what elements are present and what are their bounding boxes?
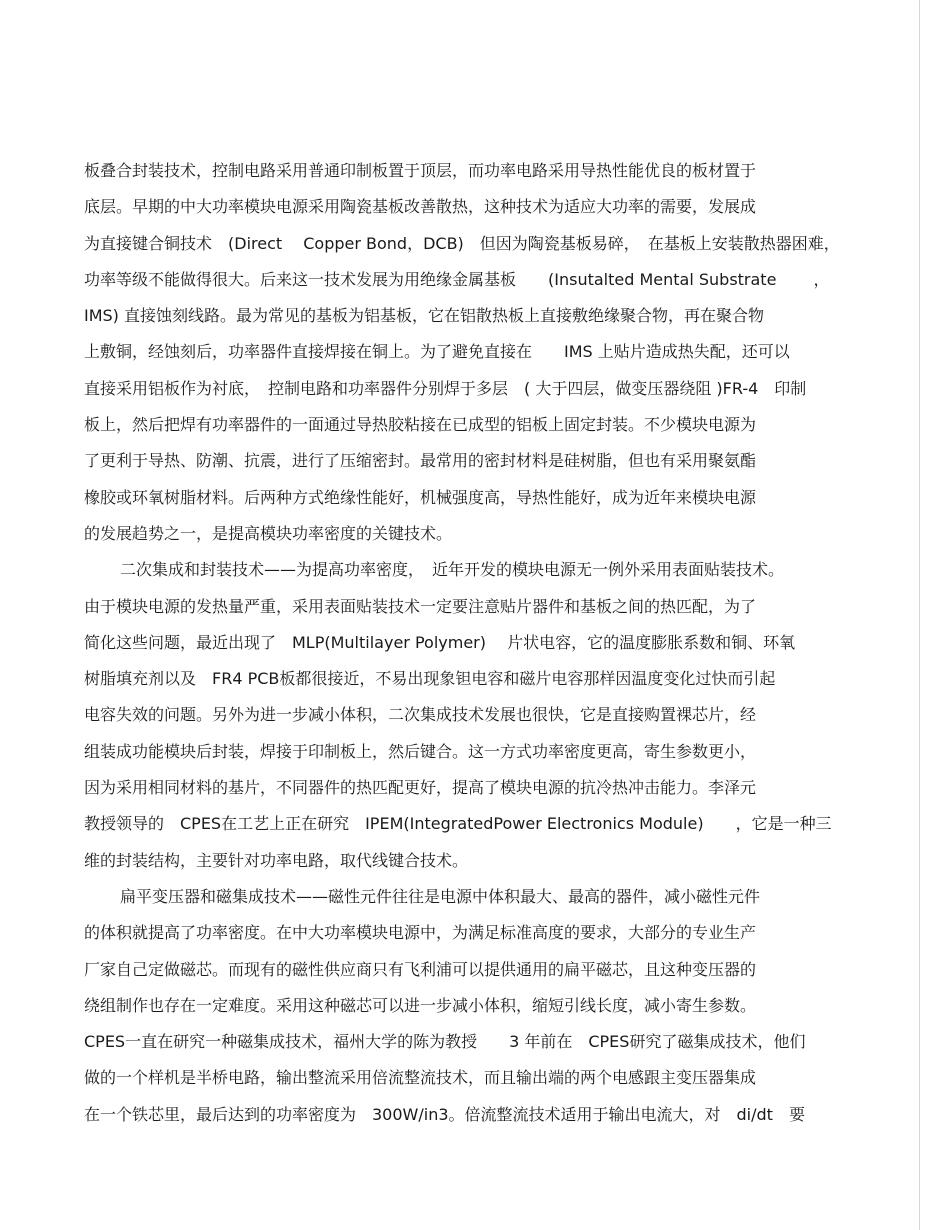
text-line: 了更利于导热、防潮、抗震，进行了压缩密封。最常用的密封材料是硅树脂，但也有采用聚氨酯 xyxy=(84,451,757,471)
text-line: 为直接键合铜技术 (Direct Copper Bond，DCB) 但因为陶瓷基板易碎， 在基板上安装散热器困难， xyxy=(84,233,840,253)
text-line: 做的一个样机是半桥电路，输出整流采用倍流整流技术，而且输出端的两个电感跟主变压器集成 xyxy=(84,1068,757,1088)
text-line: 维的封装结构，主要针对功率电路，取代线键合技术。 xyxy=(84,850,469,870)
text-line: 在一个铁芯里，最后达到的功率密度为 300W/in3。倍流整流技术适用于输出电流大，对 di/dt 要 xyxy=(84,1104,805,1124)
text-line: 二次集成和封装技术——为提高功率密度， 近年开发的模块电源无一例外采用表面贴装技术。 xyxy=(120,560,785,580)
text-line: 的体积就提高了功率密度。在中大功率模块电源中，为满足标准高度的要求，大部分的专业生产 xyxy=(84,923,757,943)
body-text xyxy=(84,159,874,1139)
text-line: 的发展趋势之一，是提高模块功率密度的关键技术。 xyxy=(84,523,453,543)
text-line: IMS) 直接蚀刻线路。最为常见的基板为铝基板，它在铝散热板上直接敷绝缘聚合物，再在聚合物 xyxy=(84,306,765,326)
text-line: 因为采用相同材料的基片，不同器件的热匹配更好，提高了模块电源的抗冷热冲击能力。李泽元 xyxy=(84,778,757,798)
text-line: 厂家自己定做磁芯。而现有的磁性供应商只有飞利浦可以提供通用的扁平磁芯，且这种变压器的 xyxy=(84,959,757,979)
text-line: 绕组制作也存在一定难度。采用这种磁芯可以进一步减小体积，缩短引线长度，减小寄生参数。 xyxy=(84,995,757,1015)
text-line: 板叠合封装技术，控制电路采用普通印制板置于顶层，而功率电路采用导热性能优良的板材置于 xyxy=(84,161,757,180)
text-line: 电容失效的问题。另外为进一步减小体积，二次集成技术发展也很快，它是直接购置裸芯片，经 xyxy=(84,705,757,725)
text-line: 简化这些问题，最近出现了 MLP(Multilayer Polymer) 片状电容，它的温度膨胀系数和铜、环氧 xyxy=(84,632,796,652)
text-line: 板上，然后把焊有功率器件的一面通过导热胶粘接在已成型的铝板上固定封装。不少模块电源为 xyxy=(84,415,757,435)
text-line: CPES一直在研究一种磁集成技术，福州大学的陈为教授 3 年前在 CPES研究了磁集成技术，他们 xyxy=(84,1032,806,1052)
text-line: 组装成功能模块后封装，焊接于印制板上，然后键合。这一方式功率密度更高，寄生参数更小， xyxy=(84,741,757,761)
text-line: 直接采用铝板作为衬底， 控制电路和功率器件分别焊于多层 ( 大于四层，做变压器绕阻 )FR-4 印制 xyxy=(84,378,807,398)
text-line: 由于模块电源的发热量严重，采用表面贴装技术一定要注意贴片器件和基板之间的热匹配，为了 xyxy=(84,596,757,616)
text-line: 底层。早期的中大功率模块电源采用陶瓷基板改善散热，这种技术为适应大功率的需要，发展成 xyxy=(84,197,757,217)
text-line: 教授领导的 CPES在工艺上正在研究 IPEM(IntegratedPower Electronics Module) ，它是一种三 xyxy=(84,814,832,834)
text-line: 树脂填充剂以及 FR4 PCB板都很接近，不易出现象钽电容和磁片电容那样因温度变化过快而引起 xyxy=(84,669,776,689)
page-edge-divider xyxy=(919,0,920,1230)
text-line: 扁平变压器和磁集成技术——磁性元件往往是电源中体积最大、最高的器件，减小磁性元件 xyxy=(120,886,761,906)
text-line: 功率等级不能做得很大。后来这一技术发展为用绝缘金属基板 (Insutalted Mental Substrate ， xyxy=(84,269,830,289)
text-line: 上敷铜，经蚀刻后，功率器件直接焊接在铜上。为了避免直接在 IMS 上贴片造成热失配，还可以 xyxy=(84,342,790,362)
text-line: 橡胶或环氧树脂材料。后两种方式绝缘性能好，机械强度高，导热性能好，成为近年来模块电源 xyxy=(84,487,757,507)
